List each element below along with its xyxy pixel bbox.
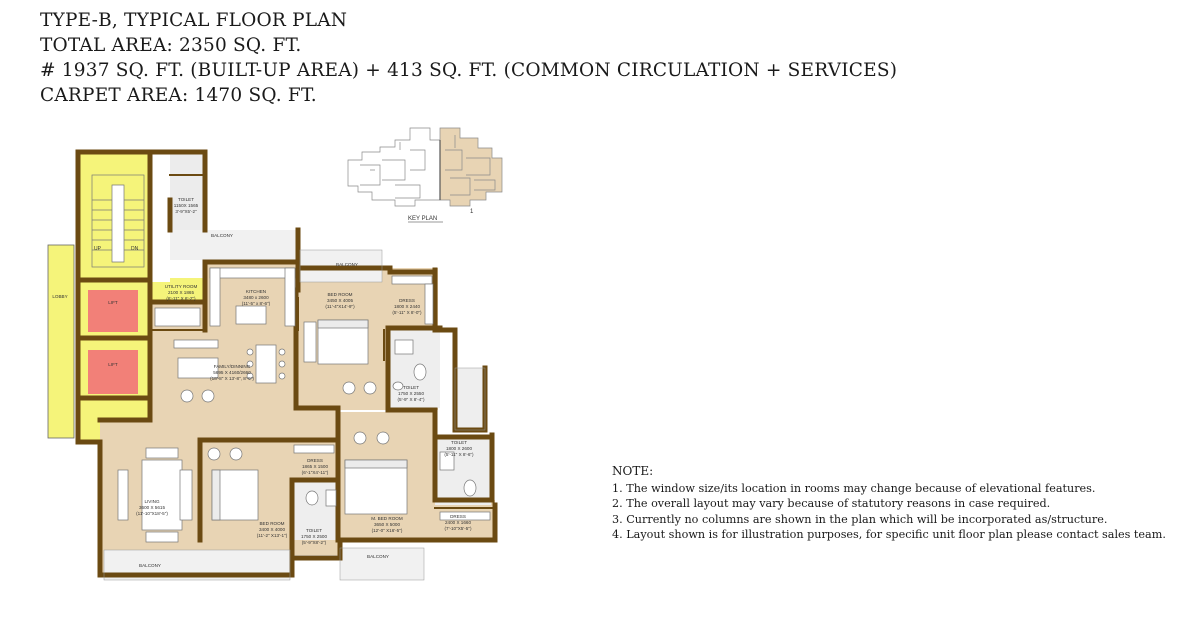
- dress-1-name: DRESS: [399, 298, 415, 303]
- master-bedroom-name: M. BED ROOM: [371, 516, 403, 521]
- stair-up-label: UP: [94, 246, 101, 252]
- toilet-1-name: TOILET: [403, 385, 419, 390]
- stair-dn-label: DN: [131, 246, 139, 252]
- lift-1-label: LIFT: [108, 300, 118, 305]
- note-item: 4. Layout shown is for illustration purposes, for specific unit floor plan please contact sales team.: [612, 528, 1166, 542]
- key-plan-unit-number: 1: [470, 209, 474, 215]
- family-imperial: (18'-8" X 13'-8", 8'-9"): [210, 376, 254, 381]
- kitchen-name: KITCHEN: [245, 289, 267, 294]
- balcony-bed-label: BALCONY: [336, 262, 358, 267]
- bedroom-2-name: BED ROOM: [259, 521, 285, 526]
- note-item: 1. The window size/its location in rooms may change because of elevational features.: [612, 481, 1096, 495]
- toilet-m-dims: 1800 X 2600: [445, 446, 473, 451]
- plan-title: TYPE-B, TYPICAL FLOOR PLAN: [40, 10, 348, 31]
- living-dims: 3600 X 5615: [138, 505, 166, 510]
- note-item: 2. The overall layout may vary because of statutory reasons in case required.: [612, 497, 1051, 511]
- bedroom-1-imperial: (11'-4"X14'-9"): [325, 304, 355, 309]
- toilet-2-name: TOILET: [306, 528, 322, 533]
- toilet-m-imperial: (5'-11" X 8'-6"): [444, 452, 474, 457]
- master-bedroom-dims: 3650 X 5000: [373, 522, 401, 527]
- master-bedroom-imperial: (12'-0" X16'-5"): [371, 528, 403, 533]
- dress-2-dims: 1865 X 1500: [301, 464, 329, 469]
- area-breakdown: # 1937 SQ. FT. (BUILT-UP AREA) + 413 SQ. FT. (COMMON CIRCULATION + SERVICES): [40, 60, 898, 81]
- notes-block: [612, 464, 1166, 543]
- living-name: LIVING: [144, 499, 160, 504]
- bedroom-1-dims: 3450 X 4005: [326, 298, 354, 303]
- living-imperial: (11'-10"X18'-5"): [136, 511, 168, 516]
- kitchen-imperial: (11'-5" x 8'-6"): [241, 301, 271, 306]
- toilet-top-name: TOILET: [178, 197, 194, 202]
- dress-m-dims: 2400 X 1660: [444, 520, 472, 525]
- balcony-master-label: BALCONY: [367, 554, 389, 559]
- utility-dims: 2100 X 1865: [167, 290, 195, 295]
- toilet-2-dims: 1750 X 2500: [300, 534, 328, 539]
- utility-imperial: (6'-11" X 6'-2"): [166, 296, 196, 301]
- dress-1-imperial: (5'-11" X 8'-0"): [392, 310, 422, 315]
- toilet-m-name: TOILET: [451, 440, 467, 445]
- toilet-1-dims: 1750 X 2550: [397, 391, 425, 396]
- toilet-top-imperial: 3'-9"X5'-2": [175, 209, 197, 214]
- bedroom-1-name: BED ROOM: [327, 292, 353, 297]
- family-dims: 5695 X 4160/2660: [213, 370, 251, 375]
- balcony-living-label: BALCONY: [139, 563, 161, 568]
- kitchen-dims: 3480 x 2600: [243, 295, 269, 300]
- balcony-top-label: BALCONY: [211, 233, 233, 238]
- dress-m-name: DRESS: [450, 514, 466, 519]
- dress-2-name: DRESS: [307, 458, 323, 463]
- dress-m-imperial: (7'-10"X5'-5"): [444, 526, 472, 531]
- lobby-label: LOBBY: [52, 294, 68, 299]
- bedroom-2-imperial: (11'-2" X13'-1"): [256, 533, 288, 538]
- carpet-area: CARPET AREA: 1470 SQ. FT.: [40, 85, 317, 106]
- note-item: 3. Currently no columns are shown in the plan which will be incorporated as/structure.: [612, 512, 1108, 526]
- bedroom-2-dims: 3400 X 4000: [258, 527, 286, 532]
- notes-title: NOTE:: [612, 464, 654, 478]
- toilet-2-imperial: (5'-9"X8'-2"): [301, 540, 327, 545]
- utility-name: UTILITY ROOM: [164, 284, 198, 289]
- toilet-1-imperial: (5'-9" X 8'-4"): [397, 397, 425, 402]
- lift-2-label: LIFT: [108, 362, 118, 367]
- key-plan: [348, 128, 502, 206]
- dress-2-imperial: (6'-1"X4'-11"): [301, 470, 329, 475]
- total-area: TOTAL AREA: 2350 SQ. FT.: [40, 35, 302, 56]
- family-name: FAMILY/DINNING: [213, 364, 251, 369]
- toilet-top-dims: 1150X 1565: [173, 203, 199, 208]
- key-plan-label: KEY PLAN: [408, 216, 438, 222]
- dress-1-dims: 1800 X 2440: [393, 304, 421, 309]
